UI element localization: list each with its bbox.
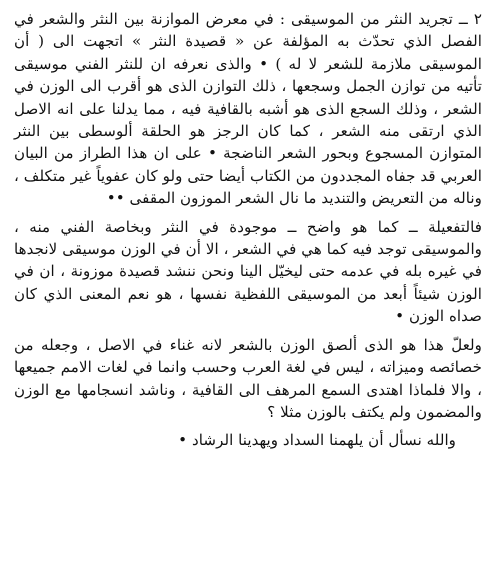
paragraph-prose-music: ٢ ــ تجريد النثر من الموسيقى : في معرض الموازنة بين النثر والشعر في الفصل الذي تحدّث به المؤلفة عن « قصيدة النثر » اتجهت الى ( أن الموسيقى ملازمة للشعر لا له ) • والذى نعرفه ان للنثر الفني موسيقى تأتيه من توازن الجمل وسجعها ، ذلك التوازن الذى هو أقرب الى الوزن في الشعر ، وذلك السجع الذى هو أشبه بالقافية فيه ، مما يدلنا على انه الاصل الذي ارتقى منه الشعر ، كما كان الرجز هو الحلقة ألوسطى بين النثر المتوازن المسجوع وبحور الشعر الناضجة • على ان هذا الطراز من البيان العربي قد جفاه المجددون من الكتاب أيضا حتى ولو كان عفوياً غير متكلف ، وناله من التعريض والتنديد ما نال الشعر الموزون المقفى ••	[14, 10, 483, 208]
paragraph-tafeela: فالتفعيلة ــ كما هو واضح ــ موجودة في النثر وبخاصة الفني منه ، والموسيقى توجد فيه كما هي في الشعر ، الا أن في الوزن موسيقى لانجدها في غيره بله في عدمه حتى ليخيّل الينا ونحن ننشد قصيدة موزونة ، ان في الوزن شيئاً أبعد من الموسيقى اللفظية نفسها ، هو نعم المعنى الذي كان صداه الوزن •	[14, 217, 482, 326]
paragraph-closing-prayer: والله نسأل أن يلهمنا السداد ويهدينا الرشاد •	[178, 431, 456, 450]
paragraph-meter-poetry: ولعلّ هذا هو الذى ألصق الوزن بالشعر لانه غناء في الاصل ، وجعله من خصائصه وميزاته ، ليس في لغة العرب وحسب وانما في لغات الامم جميعها ، والا فلماذا اهتدى السمع المرهف الى القافية ، وناشد انسجامها مع الوزن والمضمون ولم يكتف بالوزن مثلا ؟	[14, 335, 482, 421]
